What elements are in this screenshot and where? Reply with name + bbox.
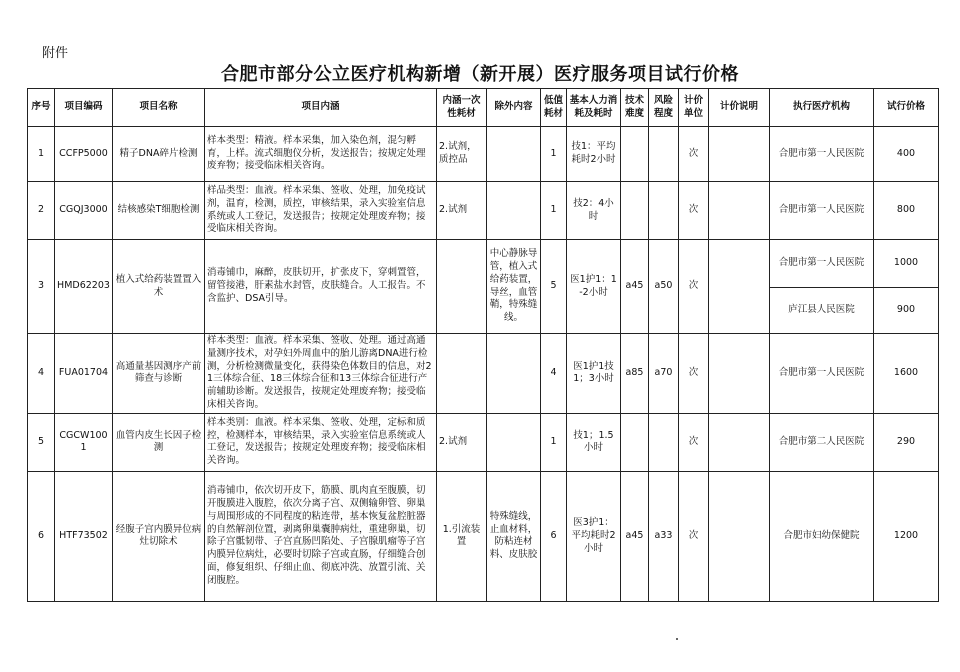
cell-code: HMD62203	[55, 240, 113, 334]
header-labor: 基本人力消耗及耗时	[567, 89, 621, 127]
cell-seq: 6	[28, 471, 55, 601]
cell-risk: a50	[649, 240, 679, 334]
cell-price: 400	[874, 127, 939, 182]
cell-risk	[649, 127, 679, 182]
cell-price: 800	[874, 182, 939, 240]
cell-low-value: 4	[541, 334, 567, 414]
cell-name: 血管内皮生长因子检测	[113, 413, 205, 471]
cell-institution: 庐江县人民医院	[770, 288, 874, 334]
cell-code: HTF73502	[55, 471, 113, 601]
cell-price: 290	[874, 413, 939, 471]
cell-unit: 次	[679, 413, 709, 471]
cell-risk	[649, 182, 679, 240]
cell-name: 植入式给药装置置入术	[113, 240, 205, 334]
cell-institution: 合肥市第一人民医院	[770, 240, 874, 288]
cell-consumable: 2.试剂	[437, 413, 487, 471]
cell-price: 1200	[874, 471, 939, 601]
cell-name: 结核感染T细胞检测	[113, 182, 205, 240]
cell-code: CGQJ3000	[55, 182, 113, 240]
cell-labor: 技2：4小时	[567, 182, 621, 240]
cell-unit: 次	[679, 334, 709, 414]
scan-speck	[676, 638, 678, 640]
cell-price: 900	[874, 288, 939, 334]
cell-risk: a70	[649, 334, 679, 414]
cell-exclusion	[487, 334, 541, 414]
header-tech: 技术难度	[621, 89, 649, 127]
cell-institution: 合肥市第一人民医院	[770, 334, 874, 414]
cell-consumable: 2.试剂	[437, 182, 487, 240]
cell-unit: 次	[679, 471, 709, 601]
cell-seq: 5	[28, 413, 55, 471]
cell-labor: 技1：平均耗时2小时	[567, 127, 621, 182]
table-row	[28, 471, 939, 601]
document-title: 合肥市部分公立医疗机构新增（新开展）医疗服务项目试行价格	[221, 64, 739, 85]
cell-tech	[621, 127, 649, 182]
cell-low-value: 1	[541, 127, 567, 182]
cell-code: FUA01704	[55, 334, 113, 414]
cell-seq: 4	[28, 334, 55, 414]
table-row	[28, 182, 939, 240]
cell-content: 样本类别：血液。样本采集、签收、处理，定标和质控，检测样本，审核结果，录入实验室信息系统或人工登记，发送报告；按规定处理废弃物；接受临床相关咨询。	[205, 413, 437, 471]
cell-content: 样品类型：血液。样本采集、签收、处理，加免疫试剂，温育，检测，质控，审核结果，录入实验室信息系统或人工登记，发送报告；按规定处理废弃物；接受临床相关咨询。	[205, 182, 437, 240]
header-consumable: 内涵一次性耗材	[437, 89, 487, 127]
cell-institution: 合肥市第一人民医院	[770, 182, 874, 240]
cell-tech: a45	[621, 471, 649, 601]
cell-name: 经腹子宫内膜异位病灶切除术	[113, 471, 205, 601]
cell-name: 精子DNA碎片检测	[113, 127, 205, 182]
cell-low-value: 1	[541, 413, 567, 471]
cell-content: 样本类型：精液。样本采集，加入染色剂，混匀孵育，上样。流式细胞仪分析，发送报告；按规定处理废弃物；接受临床相关咨询。	[205, 127, 437, 182]
cell-seq: 3	[28, 240, 55, 334]
header-seq: 序号	[28, 89, 55, 127]
table-header-row	[28, 89, 939, 127]
cell-seq: 2	[28, 182, 55, 240]
cell-institution: 合肥市妇幼保健院	[770, 471, 874, 601]
cell-note	[709, 127, 770, 182]
header-price: 试行价格	[874, 89, 939, 127]
cell-unit: 次	[679, 240, 709, 334]
cell-institution: 合肥市第一人民医院	[770, 127, 874, 182]
cell-consumable	[437, 240, 487, 334]
cell-price: 1600	[874, 334, 939, 414]
cell-code: CCFP5000	[55, 127, 113, 182]
attachment-label: 附件	[42, 46, 69, 61]
header-content: 项目内涵	[205, 89, 437, 127]
cell-exclusion	[487, 182, 541, 240]
cell-price: 1000	[874, 240, 939, 288]
header-exclusion: 除外内容	[487, 89, 541, 127]
cell-note	[709, 334, 770, 414]
header-institution: 执行医疗机构	[770, 89, 874, 127]
cell-labor: 技1；1.5小时	[567, 413, 621, 471]
cell-low-value: 1	[541, 182, 567, 240]
header-low-value: 低值耗材	[541, 89, 567, 127]
cell-tech	[621, 182, 649, 240]
cell-labor: 医1护1：1-2小时	[567, 240, 621, 334]
cell-institution: 合肥市第二人民医院	[770, 413, 874, 471]
cell-risk: a33	[649, 471, 679, 601]
cell-seq: 1	[28, 127, 55, 182]
cell-low-value: 5	[541, 240, 567, 334]
cell-consumable: 2.试剂，质控品	[437, 127, 487, 182]
cell-exclusion: 中心静脉导管，植入式给药装置，导丝，血管鞘，特殊缝线。	[487, 240, 541, 334]
cell-tech: a45	[621, 240, 649, 334]
cell-labor: 医1护1技1；3小时	[567, 334, 621, 414]
cell-labor: 医3护1：平均耗时2小时	[567, 471, 621, 601]
cell-note	[709, 413, 770, 471]
cell-risk	[649, 413, 679, 471]
table-row	[28, 127, 939, 182]
cell-note	[709, 240, 770, 334]
cell-exclusion	[487, 413, 541, 471]
cell-exclusion: 特殊缝线，止血材料，防粘连材料、皮肤胶	[487, 471, 541, 601]
cell-content: 消毒铺巾，依次切开皮下，筋膜、肌肉直至腹膜，切开腹膜进入腹腔，依次分离子宫、双侧输卵管、卵巢与周围形成的不同程度的粘连带，基本恢复盆腔脏器的自然解剖位置，剥离卵巢囊肿病灶，重建卵巢，切除子宫骶韧带、子宫直肠凹陷处、子宫腺肌瘤等子宫内膜异位病灶，必要时切除子宫或直肠，仔细缝合创面，修复组织、仔细止血、彻底冲洗、放置引流、关闭腹腔。	[205, 471, 437, 601]
table-row	[28, 334, 939, 414]
cell-unit: 次	[679, 127, 709, 182]
cell-unit: 次	[679, 182, 709, 240]
cell-content: 样本类型：血液。样本采集、签收、处理。通过高通量测序技术，对孕妇外周血中的胎儿游离DNA进行检测，分析检测微量变化，获得染色体数目的信息，对21三体综合征、18三体综合征和13三体综合征进行产前辅助诊断。发送报告，按规定处理废弃物；接受临床相关咨询。	[205, 334, 437, 414]
cell-name: 高通量基因测序产前筛查与诊断	[113, 334, 205, 414]
header-note: 计价说明	[709, 89, 770, 127]
cell-code: CGCW1001	[55, 413, 113, 471]
cell-note	[709, 182, 770, 240]
header-risk: 风险程度	[649, 89, 679, 127]
cell-low-value: 6	[541, 471, 567, 601]
cell-tech	[621, 413, 649, 471]
cell-consumable	[437, 334, 487, 414]
table-row	[28, 240, 939, 288]
cell-content: 消毒铺巾，麻醉，皮肤切开，扩张皮下，穿刺置管，留管接港，肝素盐水封管，皮肤缝合。人工报告。不含监护、DSA引导。	[205, 240, 437, 334]
table-row	[28, 413, 939, 471]
header-name: 项目名称	[113, 89, 205, 127]
price-table	[27, 88, 939, 602]
header-unit: 计价单位	[679, 89, 709, 127]
header-code: 项目编码	[55, 89, 113, 127]
cell-tech: a85	[621, 334, 649, 414]
cell-consumable: 1.引流装置	[437, 471, 487, 601]
cell-exclusion	[487, 127, 541, 182]
cell-note	[709, 471, 770, 601]
